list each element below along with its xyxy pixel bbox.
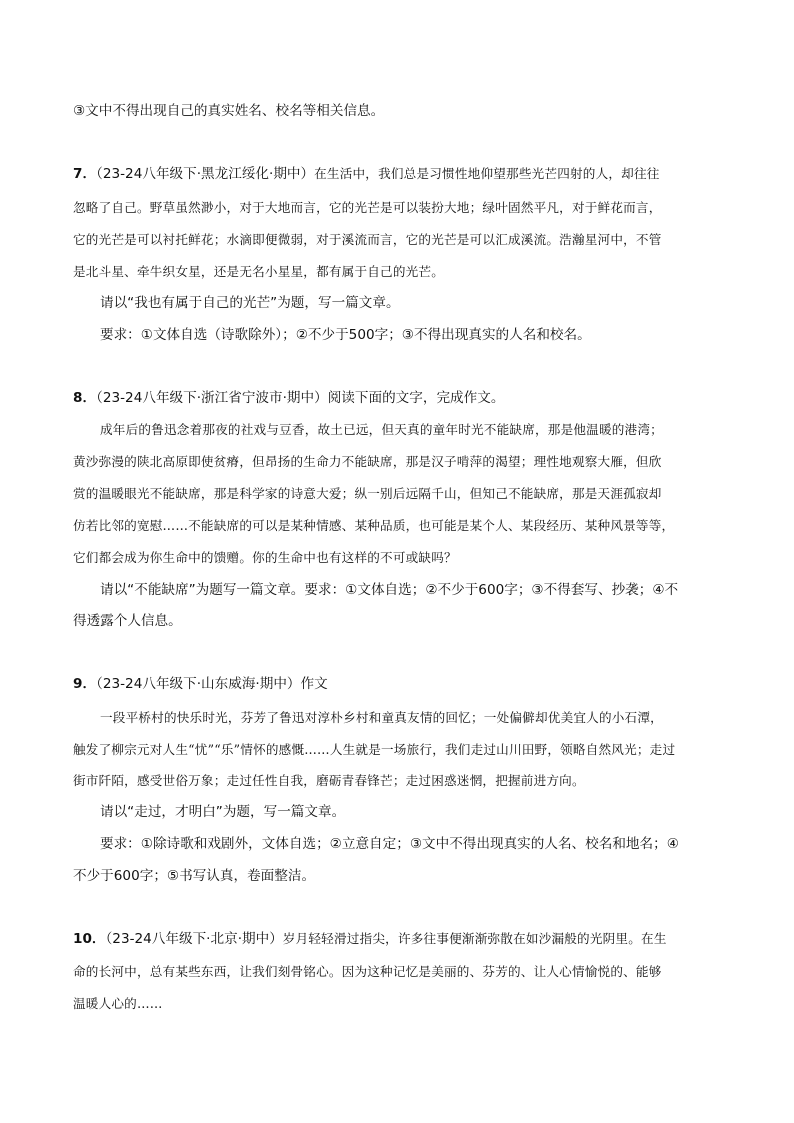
question-7-prompt-line: 在生活中，我们总是习惯性地仰望那些光芒四射的人，却往往 bbox=[314, 166, 660, 181]
question-8-number: 8． bbox=[73, 390, 97, 406]
question-9-first-line bbox=[73, 674, 328, 694]
question-10-source: （23-24八年级下·北京·期中） bbox=[105, 931, 283, 947]
question-8-prompt-line: 仿若比邻的宽慰……不能缺席的可以是某种情感、某种品质，也可能是某个人、某段经历、某种风景等等， bbox=[73, 518, 675, 533]
question-9-source: （23-24八年级下·山东威海·期中） bbox=[96, 676, 301, 692]
question-8-source: （23-24八年级下·浙江省宁波市·期中） bbox=[96, 390, 328, 406]
question-7-first-line bbox=[73, 164, 660, 184]
question-9-prompt-line: 街市阡陌，感受世俗万象；走过任性自我，磨砺青春锋芒；走过困惑迷惘，把握前进方向。 bbox=[73, 773, 585, 788]
prev-requirement-line: ③文中不得出现自己的真实姓名、校名等相关信息。 bbox=[73, 103, 385, 119]
question-7-prompt-line: 它的光芒是可以衬托鲜花；水滴即便微弱，对于溪流而言，它的光芒是可以汇成溪流。浩瀚星河中，不管 bbox=[73, 232, 662, 247]
question-10-prompt-line: 岁月轻轻滑过指尖，许多往事便渐渐弥散在如沙漏般的光阴里。在生 bbox=[282, 931, 667, 946]
question-9-prompt-line: 触发了柳宗元对人生“忧”“乐”情怀的感慨……人生就是一场旅行，我们走过山川田野，领略自然风光；走过 bbox=[73, 742, 676, 757]
question-7-task-line: 请以“我也有属于自己的光芒”为题，写一篇文章。 bbox=[100, 295, 400, 311]
question-7-number: 7． bbox=[73, 166, 97, 182]
question-8-prompt-line: 它们都会成为你生命中的馈赠。你的生命中也有这样的不可或缺吗？ bbox=[73, 550, 457, 565]
question-10-first-line bbox=[73, 929, 667, 949]
question-7-prompt-line: 忽略了自己。野草虽然渺小，对于大地而言，它的光芒是可以装扮大地；绿叶固然平凡，对于鲜花而言， bbox=[73, 200, 662, 215]
question-9-prompt-line: 一段平桥村的快乐时光，芬芳了鲁迅对淳朴乡村和童真友情的回忆；一处偏僻却优美宜人的小石潭， bbox=[100, 710, 663, 725]
question-8-prompt-line: 成年后的鲁迅念着那夜的社戏与豆香，故土已远，但天真的童年时光不能缺席，那是他温暖的港湾； bbox=[100, 422, 663, 437]
question-8-task-line: 得透露个人信息。 bbox=[73, 613, 182, 629]
question-9-number: 9． bbox=[73, 676, 97, 692]
question-9-task-line: 请以“走过，才明白”为题，写一篇文章。 bbox=[100, 804, 346, 820]
question-9-requirement-line: 不少于600字；⑤书写认真，卷面整洁。 bbox=[73, 868, 316, 884]
question-8-first-line bbox=[73, 388, 504, 408]
question-10-prompt-line: 温暖人心的…… bbox=[73, 996, 163, 1011]
question-7-source: （23-24八年级下·黑龙江绥化·期中） bbox=[96, 166, 315, 182]
question-8-task-line: 请以“不能缺席”为题写一篇文章。要求：①文体自选；②不少于600字；③不得套写、抄袭；④不 bbox=[100, 582, 679, 598]
question-9-requirement-line: 要求：①除诗歌和戏剧外，文体自选；②立意自定；③文中不得出现真实的人名、校名和地名；④ bbox=[100, 836, 679, 852]
question-7-prompt-line: 是北斗星、牵牛织女星，还是无名小星星，都有属于自己的光芒。 bbox=[73, 264, 445, 279]
question-7-requirement-line: 要求：①文体自选（诗歌除外）；②不少于500字；③不得出现真实的人名和校名。 bbox=[100, 327, 591, 343]
question-9-instruction: 作文 bbox=[300, 676, 328, 692]
question-8-instruction: 阅读下面的文字，完成作文。 bbox=[327, 390, 505, 406]
question-10-prompt-line: 命的长河中，总有某些东西，让我们刻骨铭心。因为这种记忆是美丽的、芬芳的、让人心情愉悦的、能够 bbox=[73, 964, 662, 979]
question-10-number: 10． bbox=[73, 931, 106, 947]
question-8-prompt-line: 赏的温暖眼光不能缺席，那是科学家的诗意大爱；纵一别后远隔千山，但知己不能缺席，那是天涯孤寂却 bbox=[73, 486, 662, 501]
question-8-prompt-line: 黄沙弥漫的陕北高原即使贫瘠，但昂扬的生命力不能缺席，那是汉子啃萍的渴望；理性地观察大雁，但欣 bbox=[73, 454, 662, 469]
